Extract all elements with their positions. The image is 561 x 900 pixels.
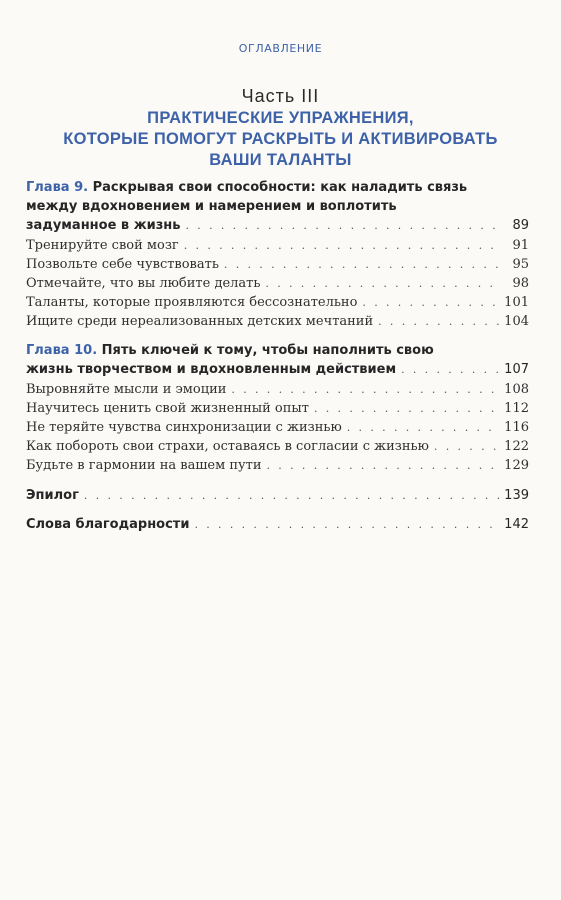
page-number: 142	[504, 517, 529, 532]
toc-item-title: Отмечайте, что вы любите делать	[26, 276, 261, 291]
part-title-line: КОТОРЫЕ ПОМОГУТ РАСКРЫТЬ И АКТИВИРОВАТЬ	[63, 130, 498, 148]
dot-leader	[362, 293, 499, 312]
dot-leader	[378, 312, 499, 331]
toc-item[interactable]	[26, 236, 529, 255]
toc-item[interactable]	[26, 456, 529, 475]
toc-item-title: Как побороть свои страхи, оставаясь в согласии с жизнью	[26, 439, 429, 454]
toc-item-title: Будьте в гармонии на вашем пути	[26, 458, 262, 473]
dot-leader	[186, 216, 503, 235]
page-number: 91	[512, 238, 529, 253]
dot-leader	[267, 456, 500, 475]
dot-leader	[84, 486, 499, 505]
chapter-title-text: жизнь творчеством и вдохновленным действием	[26, 362, 397, 377]
page-number: 122	[504, 439, 529, 454]
page-number: 95	[512, 257, 529, 272]
chapter-title-line: Пять ключей к тому, чтобы наполнить свою	[101, 343, 434, 358]
part-title-line: ПРАКТИЧЕСКИЕ УПРАЖНЕНИЯ,	[147, 109, 414, 127]
toc-item-title: Таланты, которые проявляются бессознательно	[26, 295, 358, 310]
toc-item-title: Ищите среди нереализованных детских мечтаний	[26, 314, 374, 329]
dot-leader	[224, 255, 502, 274]
page-number: 101	[504, 295, 529, 310]
page-number: 112	[504, 401, 529, 416]
epilogue-entry[interactable]	[26, 486, 529, 505]
dot-leader	[194, 515, 499, 534]
toc-item-title: Позвольте себе чувствовать	[26, 257, 219, 272]
dot-leader	[314, 399, 499, 418]
chapter-title-line	[26, 360, 529, 379]
page-number: 116	[504, 420, 529, 435]
chapter-10-entry[interactable]	[26, 341, 529, 379]
chapter-title-line: между вдохновением и намерением и воплотить	[26, 199, 397, 214]
toc-item[interactable]	[26, 437, 529, 456]
dot-leader	[434, 437, 499, 456]
dot-leader	[184, 236, 502, 255]
chapter-heading-line	[26, 178, 529, 197]
dot-leader	[347, 418, 499, 437]
toc-item[interactable]	[26, 274, 529, 293]
epilogue-title: Эпилог	[26, 488, 79, 503]
toc-item[interactable]	[26, 418, 529, 437]
running-head: ОГЛАВЛЕНИЕ	[238, 42, 323, 55]
toc-item-title: Выровняйте мысли и эмоции	[26, 382, 227, 397]
page-number: 89	[512, 218, 529, 233]
page-number: 107	[504, 362, 529, 377]
toc-item-title: Не теряйте чувства синхронизации с жизнью	[26, 420, 342, 435]
dot-leader	[401, 360, 499, 379]
chapter-number: Глава 9.	[26, 180, 89, 195]
toc-item[interactable]	[26, 255, 529, 274]
page-number: 139	[504, 488, 529, 503]
page-number: 104	[504, 314, 529, 329]
dot-leader	[231, 380, 499, 399]
part-title-line: ВАШИ ТАЛАНТЫ	[209, 151, 352, 169]
toc-item[interactable]	[26, 399, 529, 418]
chapter-9-entry[interactable]	[26, 178, 529, 235]
toc-item[interactable]	[26, 293, 529, 312]
chapter-title-line: Раскрывая свои способности: как наладить связь	[92, 180, 468, 195]
chapter-title-text: задуманное в жизнь	[26, 218, 181, 233]
acknowledgements-entry[interactable]	[26, 515, 529, 534]
dot-leader	[265, 274, 502, 293]
toc-item[interactable]	[26, 380, 529, 399]
chapter-title-line	[26, 216, 529, 235]
page-number: 129	[504, 458, 529, 473]
page-number: 108	[504, 382, 529, 397]
toc-item-title: Тренируйте свой мозг	[26, 238, 179, 253]
part-label: Часть III	[241, 86, 320, 106]
toc-item-title: Научитесь ценить свой жизненный опыт	[26, 401, 309, 416]
part-title	[30, 108, 531, 171]
chapter-heading-line	[26, 341, 529, 360]
page-number: 98	[512, 276, 529, 291]
toc-item[interactable]	[26, 312, 529, 331]
acknowledgements-title: Слова благодарности	[26, 517, 190, 532]
chapter-number: Глава 10.	[26, 343, 98, 358]
